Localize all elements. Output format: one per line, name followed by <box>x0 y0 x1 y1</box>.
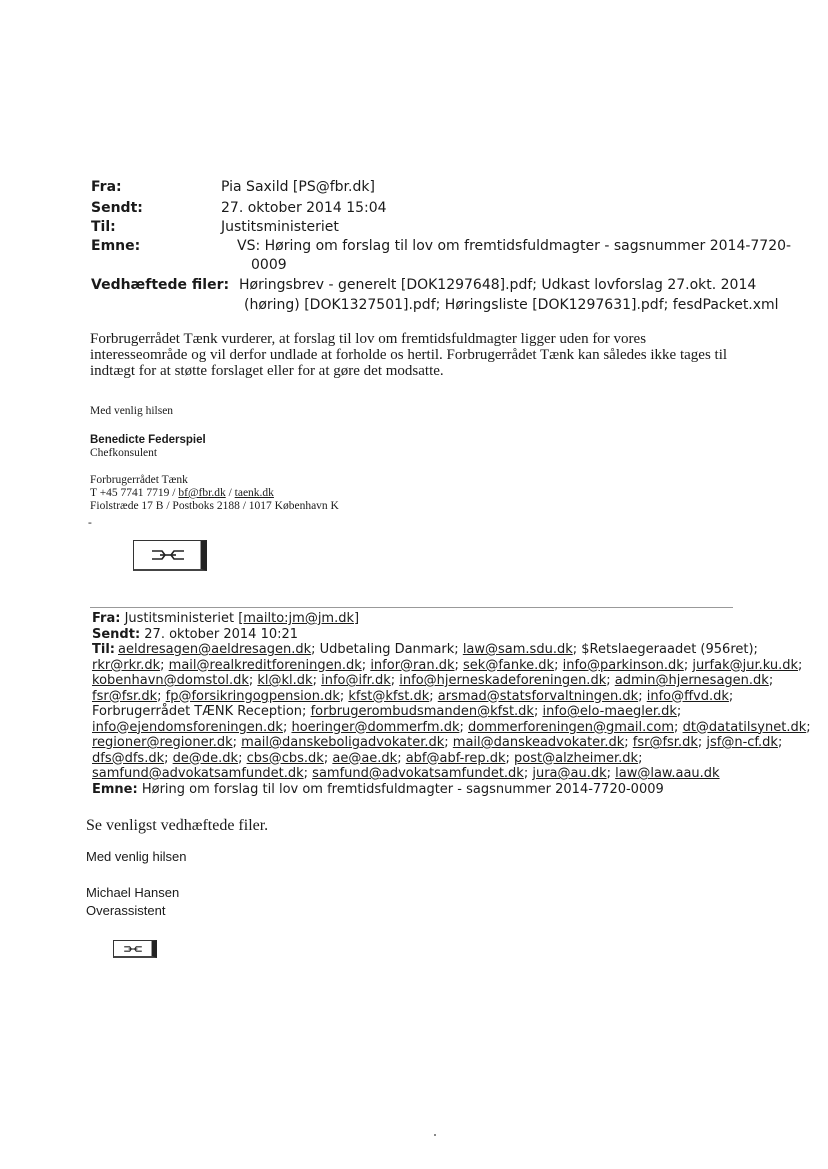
fwd-signature-title: Overassistent <box>86 903 166 918</box>
fwd-signature-name: Michael Hansen <box>86 885 180 900</box>
recipient-text: ; <box>397 750 406 766</box>
recipient-text: ; <box>390 673 400 688</box>
recipient-text: ; <box>606 673 615 688</box>
recipient-text: ; <box>454 657 464 673</box>
recipient-email-link[interactable]: aeldresagen@aeldresagen.dk <box>118 642 312 657</box>
recipient-text: ; <box>282 719 292 735</box>
recipient-email-link[interactable]: rkr@rkr.dk <box>92 657 161 673</box>
signature-address: Fiolstræde 17 B / Postboks 2188 / 1017 København K <box>90 500 339 512</box>
recipient-email-link[interactable]: ae@ae.dk <box>332 750 398 766</box>
recipient-email-link[interactable]: info@ifr.dk <box>321 673 391 688</box>
recipient-text: ; <box>697 735 707 750</box>
recipient-email-link[interactable]: samfund@advokatsamfundet.dk <box>92 766 304 781</box>
sent-value: 27. oktober 2014 15:04 <box>221 200 387 216</box>
recipient-email-link[interactable]: sek@fanke.dk <box>463 657 555 673</box>
subject-label: Emne: <box>91 238 141 254</box>
recipient-text: ; <box>806 719 811 735</box>
recipient-email-link[interactable]: law@law.aau.dk <box>615 766 720 781</box>
attachments-line2: (høring) [DOK1327501].pdf; Høringsliste [DOK1297631].pdf; fesdPacket.xml <box>244 297 779 313</box>
fwd-recipient-line <box>92 751 642 767</box>
recipient-text: ; <box>683 657 693 673</box>
recipient-email-link[interactable]: mail@danskeboligadvokater.dk <box>241 735 445 750</box>
fwd-greeting: Med venlig hilsen <box>86 849 187 864</box>
recipient-email-link[interactable]: hoeringer@dommerfm.dk <box>291 719 460 735</box>
signature-separator: / <box>225 487 235 499</box>
recipient-email-link[interactable]: law@sam.sdu.dk <box>462 642 573 657</box>
body-line-1: Forbrugerrådet Tænk vurderer, at forslag til lov om fremtidsfuldmagter ligger uden for vores <box>90 331 647 347</box>
recipient-text: ; <box>238 750 247 766</box>
recipient-text: ; <box>312 673 322 688</box>
recipient-email-link[interactable]: fsr@fsr.dk <box>632 735 698 750</box>
recipient-text: ; <box>533 704 543 719</box>
recipient-text: ; <box>728 688 734 704</box>
recipient-email-link[interactable]: jurfak@jur.ku.dk <box>692 657 799 673</box>
recipient-text: ; <box>164 750 173 766</box>
fwd-subject-label: Emne: <box>92 782 138 797</box>
recipient-text: ; <box>624 735 633 750</box>
recipient-text: ; <box>361 657 371 673</box>
subject-value-line2: 0009 <box>251 257 287 273</box>
recipient-text: ; <box>674 719 683 735</box>
attachments-line1: Høringsbrev - generelt [DOK1297648].pdf; Udkast lovforslag 27.okt. 2014 <box>239 277 757 293</box>
signature-title: Chefkonsulent <box>90 447 158 459</box>
body-line-3: indtægt for at støtte forslaget eller for at gøre det modsatte. <box>90 363 444 379</box>
recipient-email-link[interactable]: kobenhavn@domstol.dk <box>92 673 249 688</box>
recipient-text: ; Udbetaling Danmark; <box>311 642 463 657</box>
from-value: Pia Saxild [PS@fbr.dk] <box>221 179 375 195</box>
recipient-text: ; <box>160 657 169 673</box>
fwd-from-line <box>92 611 359 627</box>
recipient-email-link[interactable]: regioner@regioner.dk <box>92 735 233 750</box>
signature-web-link[interactable]: taenk.dk <box>234 487 274 499</box>
fwd-sent-value: 27. oktober 2014 10:21 <box>140 626 299 642</box>
recipient-text: ; <box>303 766 313 781</box>
fwd-recipient-line <box>92 689 733 705</box>
recipient-text: Forbrugerrådet TÆNK Reception; <box>92 704 311 719</box>
fwd-to-label-line <box>92 642 115 658</box>
recipient-text: ; $Retslaegeraadet (956ret); <box>572 642 758 657</box>
recipient-email-link[interactable]: info@ffvd.dk <box>646 688 729 704</box>
recipient-text: ; <box>798 657 803 673</box>
recipient-text: ; <box>606 766 616 781</box>
recipient-email-link[interactable]: dfs@dfs.dk <box>92 750 165 766</box>
recipient-text: ; <box>554 657 563 673</box>
recipient-email-link[interactable]: admin@hjernesagen.dk <box>614 673 769 688</box>
fwd-body: Se venligst vedhæftede filer. <box>86 817 269 834</box>
recipient-text: ; <box>768 673 774 688</box>
recipient-email-link[interactable]: post@alzheimer.dk <box>514 750 639 766</box>
recipient-email-link[interactable]: kl@kl.dk <box>257 673 313 688</box>
recipient-email-link[interactable]: jsf@n-cf.dk <box>706 735 778 750</box>
signature-name: Benedicte Federspiel <box>90 434 206 446</box>
subject-value-line1: VS: Høring om forslag til lov om fremtidsfuldmagter - sagsnummer 2014-7720- <box>237 238 792 254</box>
recipient-text: ; <box>444 735 453 750</box>
recipient-email-link[interactable]: info@hjerneskadeforeningen.dk <box>399 673 607 688</box>
recipient-email-link[interactable]: infor@ran.dk <box>370 657 455 673</box>
signature-org: Forbrugerrådet Tænk <box>90 474 188 486</box>
fwd-from-label: Fra: <box>92 611 121 626</box>
recipient-email-link[interactable]: cbs@cbs.dk <box>246 750 324 766</box>
recipient-email-link[interactable]: mail@realkreditforeningen.dk <box>168 657 362 673</box>
recipient-email-link[interactable]: mail@danskeadvokater.dk <box>452 735 625 750</box>
fwd-recipient-line <box>92 766 720 782</box>
recipient-email-link[interactable]: samfund@advokatsamfundet.dk <box>312 766 524 781</box>
fwd-recipient-line <box>92 735 782 751</box>
fwd-recipient-line <box>92 673 773 689</box>
to-value: Justitsministeriet <box>221 219 339 235</box>
recipient-email-link[interactable]: info@elo-maegler.dk <box>542 704 677 719</box>
recipient-email-link[interactable]: jura@au.dk <box>532 766 607 781</box>
from-label: Fra: <box>91 179 122 195</box>
fwd-to-label: Til: <box>92 642 115 657</box>
recipient-text: ; <box>339 688 349 704</box>
broken-image-icon-small <box>113 940 157 958</box>
greeting: Med venlig hilsen <box>90 405 174 417</box>
broken-image-icon <box>133 540 207 571</box>
sent-label: Sendt: <box>91 200 143 216</box>
fwd-sent-line <box>92 627 298 643</box>
recipient-email-link[interactable]: forbrugerombudsmanden@kfst.dk <box>310 704 534 719</box>
recipient-text: ; <box>505 750 515 766</box>
recipient-text: ; <box>676 704 682 719</box>
recipient-text: ; <box>638 688 647 704</box>
recipient-email-link[interactable]: arsmad@statsforvaltningen.dk <box>437 688 639 704</box>
recipient-text: ; <box>459 719 468 735</box>
scan-speck <box>434 1134 436 1136</box>
recipient-text: ; <box>638 750 643 766</box>
signature-phone: T +45 7741 7719 / <box>90 487 179 499</box>
recipient-email-link[interactable]: abf@abf-rep.dk <box>405 750 506 766</box>
signature-contact <box>90 487 274 500</box>
fwd-recipient-line <box>92 720 811 736</box>
fwd-sent-label: Sendt: <box>92 626 141 642</box>
recipient-email-link[interactable]: dt@datatilsynet.dk <box>682 719 807 735</box>
recipient-email-link[interactable]: fp@forsikringogpension.dk <box>165 688 340 704</box>
fwd-recipient-line <box>92 704 681 720</box>
recipient-email-link[interactable]: dommerforeningen@gmail.com <box>468 719 675 735</box>
recipient-text: ; <box>323 750 333 766</box>
recipient-text: ; <box>157 688 166 704</box>
recipient-text: ; <box>248 673 258 688</box>
recipient-text: ; <box>777 735 783 750</box>
to-label: Til: <box>91 219 116 235</box>
recipient-email-link[interactable]: de@de.dk <box>172 750 239 766</box>
signature-email-link[interactable]: bf@fbr.dk <box>178 487 226 499</box>
fwd-subject-line <box>92 782 664 798</box>
recipient-text: ; <box>429 688 438 704</box>
recipient-email-link[interactable]: info@ejendomsforeningen.dk <box>92 719 283 735</box>
fwd-recipient-line <box>118 642 758 658</box>
recipient-email-link[interactable]: kfst@kfst.dk <box>348 688 430 704</box>
attachments-label: Vedhæftede filer: <box>91 277 230 293</box>
recipient-email-link[interactable]: info@parkinson.dk <box>562 657 684 673</box>
recipient-email-link[interactable]: fsr@fsr.dk <box>92 688 158 704</box>
fwd-recipient-line <box>92 658 802 674</box>
fwd-from-value: Justitsministeriet <box>124 611 239 626</box>
body-line-2: interesseområde og vil derfor undlade at forholde os hertil. Forbrugerrådet Tænk kan således ikke tages til <box>90 347 728 363</box>
fwd-subject-value: Høring om forslag til lov om fremtidsfuldmagter - sagsnummer 2014-7720-0009 <box>137 782 664 797</box>
forward-divider <box>90 607 733 608</box>
signature-dash: - <box>88 517 92 529</box>
fwd-from-mailto-link[interactable]: [mailto:jm@jm.dk] <box>238 611 360 626</box>
recipient-text: ; <box>523 766 533 781</box>
recipient-text: ; <box>232 735 242 750</box>
